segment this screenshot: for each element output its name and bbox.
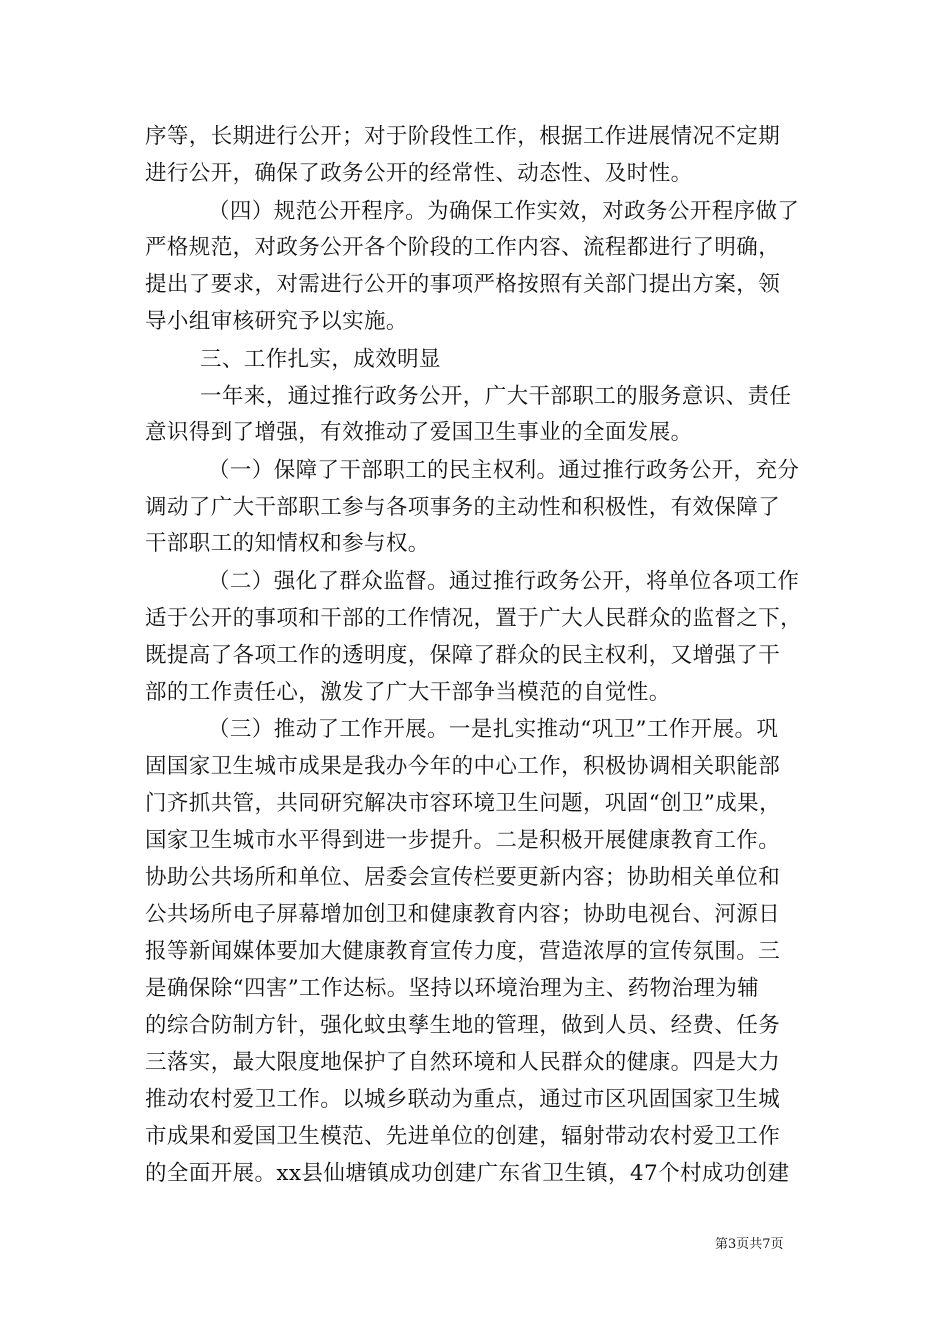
text-line: 提出了要求，对需进行公开的事项严格按照有关部门提出方案，领 xyxy=(145,272,781,297)
text-line: 推动农村爱卫工作。以城乡联动为重点，通过市区巩固国家卫生城 xyxy=(145,1087,781,1112)
text-line: 序等，长期进行公开；对于阶段性工作，根据工作进展情况不定期 xyxy=(145,124,781,149)
text-line: （三）推动了工作开展。一是扎实推动“巩卫”工作开展。巩 xyxy=(208,717,779,742)
text-line: 门齐抓共管，共同研究解决市容环境卫生问题，巩固“创卫”成果， xyxy=(145,791,781,816)
text-line: 协助公共场所和单位、居委会宣传栏要更新内容；协助相关单位和 xyxy=(145,865,781,890)
text-line: 报等新闻媒体要加大健康教育宣传力度，营造浓厚的宣传氛围。三 xyxy=(145,939,781,964)
text-line: 公共场所电子屏幕增加创卫和健康教育内容；协助电视台、河源日 xyxy=(145,902,781,927)
text-line: 适于公开的事项和干部的工作情况，置于广大人民群众的监督之下， xyxy=(145,606,803,631)
text-line: 干部职工的知情权和参与权。 xyxy=(145,531,430,556)
text-line: 进行公开，确保了政务公开的经常性、动态性、及时性。 xyxy=(145,161,693,186)
text-line: 部的工作责任心，激发了广大干部争当模范的自觉性。 xyxy=(145,680,671,705)
text-line: 的综合防制方针，强化蚊虫孳生地的管理，做到人员、经费、任务 xyxy=(145,1013,781,1038)
text-line: 严格规范，对政务公开各个阶段的工作内容、流程都进行了明确， xyxy=(145,235,781,260)
text-line: 既提高了各项工作的透明度，保障了群众的民主权利，又增强了干 xyxy=(145,643,781,668)
page-number: 第3页共7页 xyxy=(715,1237,784,1252)
text-line: 一年来，通过推行政务公开，广大干部职工的服务意识、责任 xyxy=(200,384,792,409)
section-heading: 三、工作扎实，成效明显 xyxy=(200,347,441,372)
text-line: 市成果和爱国卫生模范、先进单位的创建，辐射带动农村爱卫工作 xyxy=(145,1124,781,1149)
text-line: 三落实，最大限度地保护了自然环境和人民群众的健康。四是大力 xyxy=(145,1050,781,1075)
text-line: 国家卫生城市水平得到进一步提升。二是积极开展健康教育工作。 xyxy=(145,828,781,853)
text-line: 固国家卫生城市成果是我办今年的中心工作，积极协调相关职能部 xyxy=(145,754,781,779)
text-line: （一）保障了干部职工的民主权利。通过推行政务公开，充分 xyxy=(208,458,800,483)
text-line: 导小组审核研究予以实施。 xyxy=(145,309,408,334)
text-line: 是确保除“四害”工作达标。坚持以环境治理为主、药物治理为辅 xyxy=(145,976,760,1001)
text-line: （四）规范公开程序。为确保工作实效，对政务公开程序做了 xyxy=(208,199,800,224)
text-line: 调动了广大干部职工参与各项事务的主动性和积极性，有效保障了 xyxy=(145,495,781,520)
text-line: 的全面开展。xx县仙塘镇成功创建广东省卫生镇，47个村成功创建 xyxy=(145,1161,790,1186)
text-line: 意识得到了增强，有效推动了爱国卫生事业的全面发展。 xyxy=(145,420,693,445)
text-line: （二）强化了群众监督。通过推行政务公开，将单位各项工作 xyxy=(208,569,800,594)
